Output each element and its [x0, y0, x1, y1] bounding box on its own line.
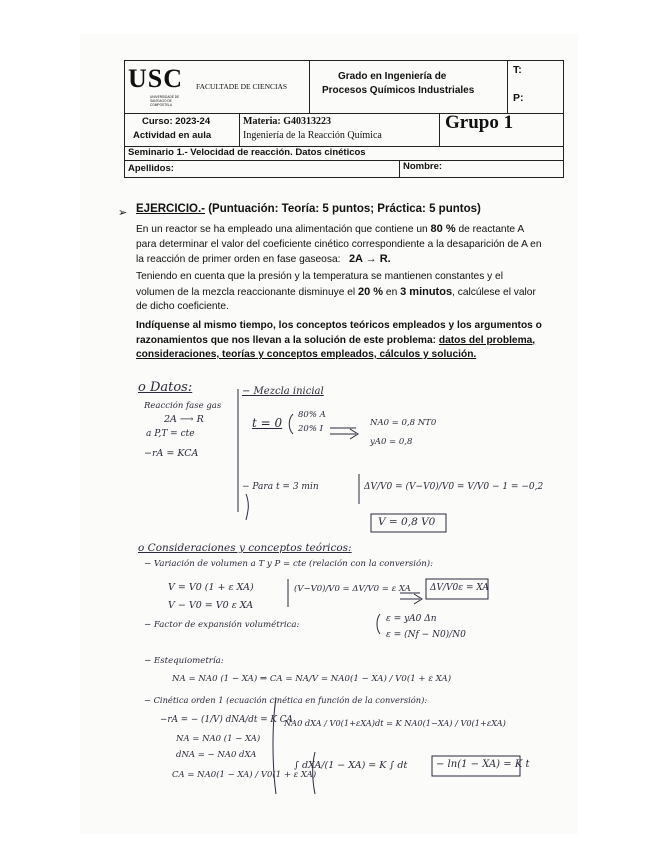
p2-text-a: Teniendo en cuenta que la presión y la temperatura se mantienen constantes y el — [136, 271, 503, 282]
datos-title: o Datos: — [138, 380, 193, 395]
kinetic-equation-5: NA0 dXA / V0(1+εXA)dt = K NA0(1−XA) / V0(1+εXA) — [284, 718, 506, 728]
p-label: P: — [513, 92, 524, 104]
t-zero: t = 0 — [252, 416, 283, 430]
pt-constant: a P,T = cte — [146, 429, 195, 439]
p3-underlined-b: consideraciones, teorías y conceptos empleados, cálculos y solución. — [136, 349, 477, 360]
degree-line-1: Grado en Ingeniería de — [338, 71, 447, 82]
cinetica-title: − Cinética orden 1 (ecuación cinética en función de la conversión): — [144, 695, 428, 705]
p1-text-c: para determinar el valor del coeficiente cinético correspondiente a la desaparición de A en — [136, 238, 542, 250]
bullet-icon: ➢ — [118, 207, 128, 219]
final-result-box: − ln(1 − XA) = K t — [436, 759, 530, 770]
exercise-scoring: (Puntuación: Teoría: 5 puntos; Práctica: 5 puntos) — [208, 203, 481, 215]
volume-fraction: (V−V0)/V0 = ΔV/V0 = ε XA — [294, 584, 411, 594]
epsilon-equation-2: ε = (Nf − N0)/N0 — [386, 630, 466, 640]
p2-text-e: de dicho coeficiente. — [136, 301, 229, 312]
rate-law: −rA = KCA — [144, 448, 199, 459]
course-year: Curso: 2023-24 — [142, 116, 211, 127]
p1-text-a: En un reactor se ha empleado una alimentación que contiene un — [136, 224, 428, 235]
consideraciones-title: o Consideraciones y conceptos teóricos: — [138, 542, 352, 554]
variacion-volumen: − Variación de volumen a T y P = cte (relación con la conversión): — [144, 559, 433, 569]
p2-percentage: 20 % — [358, 285, 384, 298]
xa-result-box: ΔV/V0ε = XA — [430, 583, 489, 593]
mezcla-title: − Mezcla inicial — [242, 386, 324, 397]
degree-line-2: Procesos Químicos Industriales — [322, 85, 475, 96]
t-label: T: — [513, 64, 522, 76]
p3-text-b: razonamientos que nos llevan a la solución de este problema: — [136, 334, 437, 346]
delta-v-equation: ΔV/V0 = (V−V0)/V0 = V/V0 − 1 = −0,2 — [364, 482, 544, 492]
p3-text-a: Indíquense al mismo tiempo, los conceptos teóricos empleados y los argumentos o — [136, 320, 542, 331]
ya0-equation: yA0 = 0,8 — [370, 437, 413, 447]
volume-equation-2: V − V0 = V0 ε XA — [168, 600, 254, 611]
faculty-name: FACULTADE DE CIENCIAS — [196, 82, 288, 91]
estequiometria-title: − Estequiometría: — [144, 656, 224, 666]
kinetic-equation-2: NA = NA0 (1 − XA) — [176, 734, 261, 744]
composition-a: 80% A — [298, 410, 326, 420]
na0-equation: NA0 = 0,8 NT0 — [370, 418, 437, 428]
composition-i: 20% I — [298, 424, 323, 434]
subject-code: Materia: G40313223 — [243, 116, 332, 127]
reaccion-label: Reacción fase gas — [144, 401, 222, 411]
kinetic-equation-6: ∫ dXA/(1 − XA) = K ∫ dt — [294, 760, 408, 771]
p1-text-b: de reactante A — [458, 224, 525, 235]
exam-sheet — [80, 34, 578, 834]
p1-reaction: 2A → R. — [348, 253, 391, 265]
activity-type: Actividad en aula — [133, 130, 212, 141]
name-label: Nombre: — [403, 161, 443, 172]
exercise-title: EJERCICIO.- — [136, 203, 206, 215]
logo-subtext: UNIVERSIDADE DE SANTIAGO DE COMPOSTELA — [150, 95, 180, 107]
p1-text-d: la reacción de primer orden en fase gaseosa: — [136, 254, 341, 265]
para-t-3min: − Para t = 3 min — [242, 482, 319, 492]
p3-underlined-a: datos del problema, — [438, 334, 536, 346]
volume-equation-1: V = V0 (1 + ε XA) — [168, 582, 254, 593]
factor-expansion: − Factor de expansión volumétrica: — [144, 620, 300, 630]
seminar-title: Seminario 1.- Velocidad de reacción. Datos cinéticos — [128, 147, 366, 158]
subject-name: Ingeniería de la Reacción Química — [243, 130, 382, 141]
epsilon-equation-1: ε = yA0 Δn — [386, 614, 437, 624]
kinetic-equation-3: dNA = − NA0 dXA — [176, 750, 257, 760]
v-result: V = 0,8 V0 — [378, 516, 436, 528]
estequiometria-equation: NA = NA0 (1 − XA) ⇒ CA = NA/V = NA0(1 − XA) / V0(1 + ε XA) — [172, 674, 452, 684]
logo: USC — [128, 64, 184, 93]
kinetic-equation-4: CA = NA0(1 − XA) / V0(1 + ε XA) — [172, 770, 317, 780]
surname-label: Apellidos: — [128, 163, 174, 174]
p2-text-c: en — [385, 286, 398, 298]
group-label: Grupo 1 — [445, 112, 514, 133]
reaccion-equation: 2A ⟶ R — [164, 414, 204, 425]
p2-time: 3 minutos — [400, 285, 453, 298]
p1-percentage: 80 % — [430, 223, 456, 235]
p2-text-b: volumen de la mezcla reaccionante disminuye el — [136, 286, 356, 298]
p2-text-d: , calcúlese el valor — [452, 286, 536, 298]
kinetic-equation-1: −rA = − (1/V) dNA/dt = K CA — [160, 715, 293, 725]
